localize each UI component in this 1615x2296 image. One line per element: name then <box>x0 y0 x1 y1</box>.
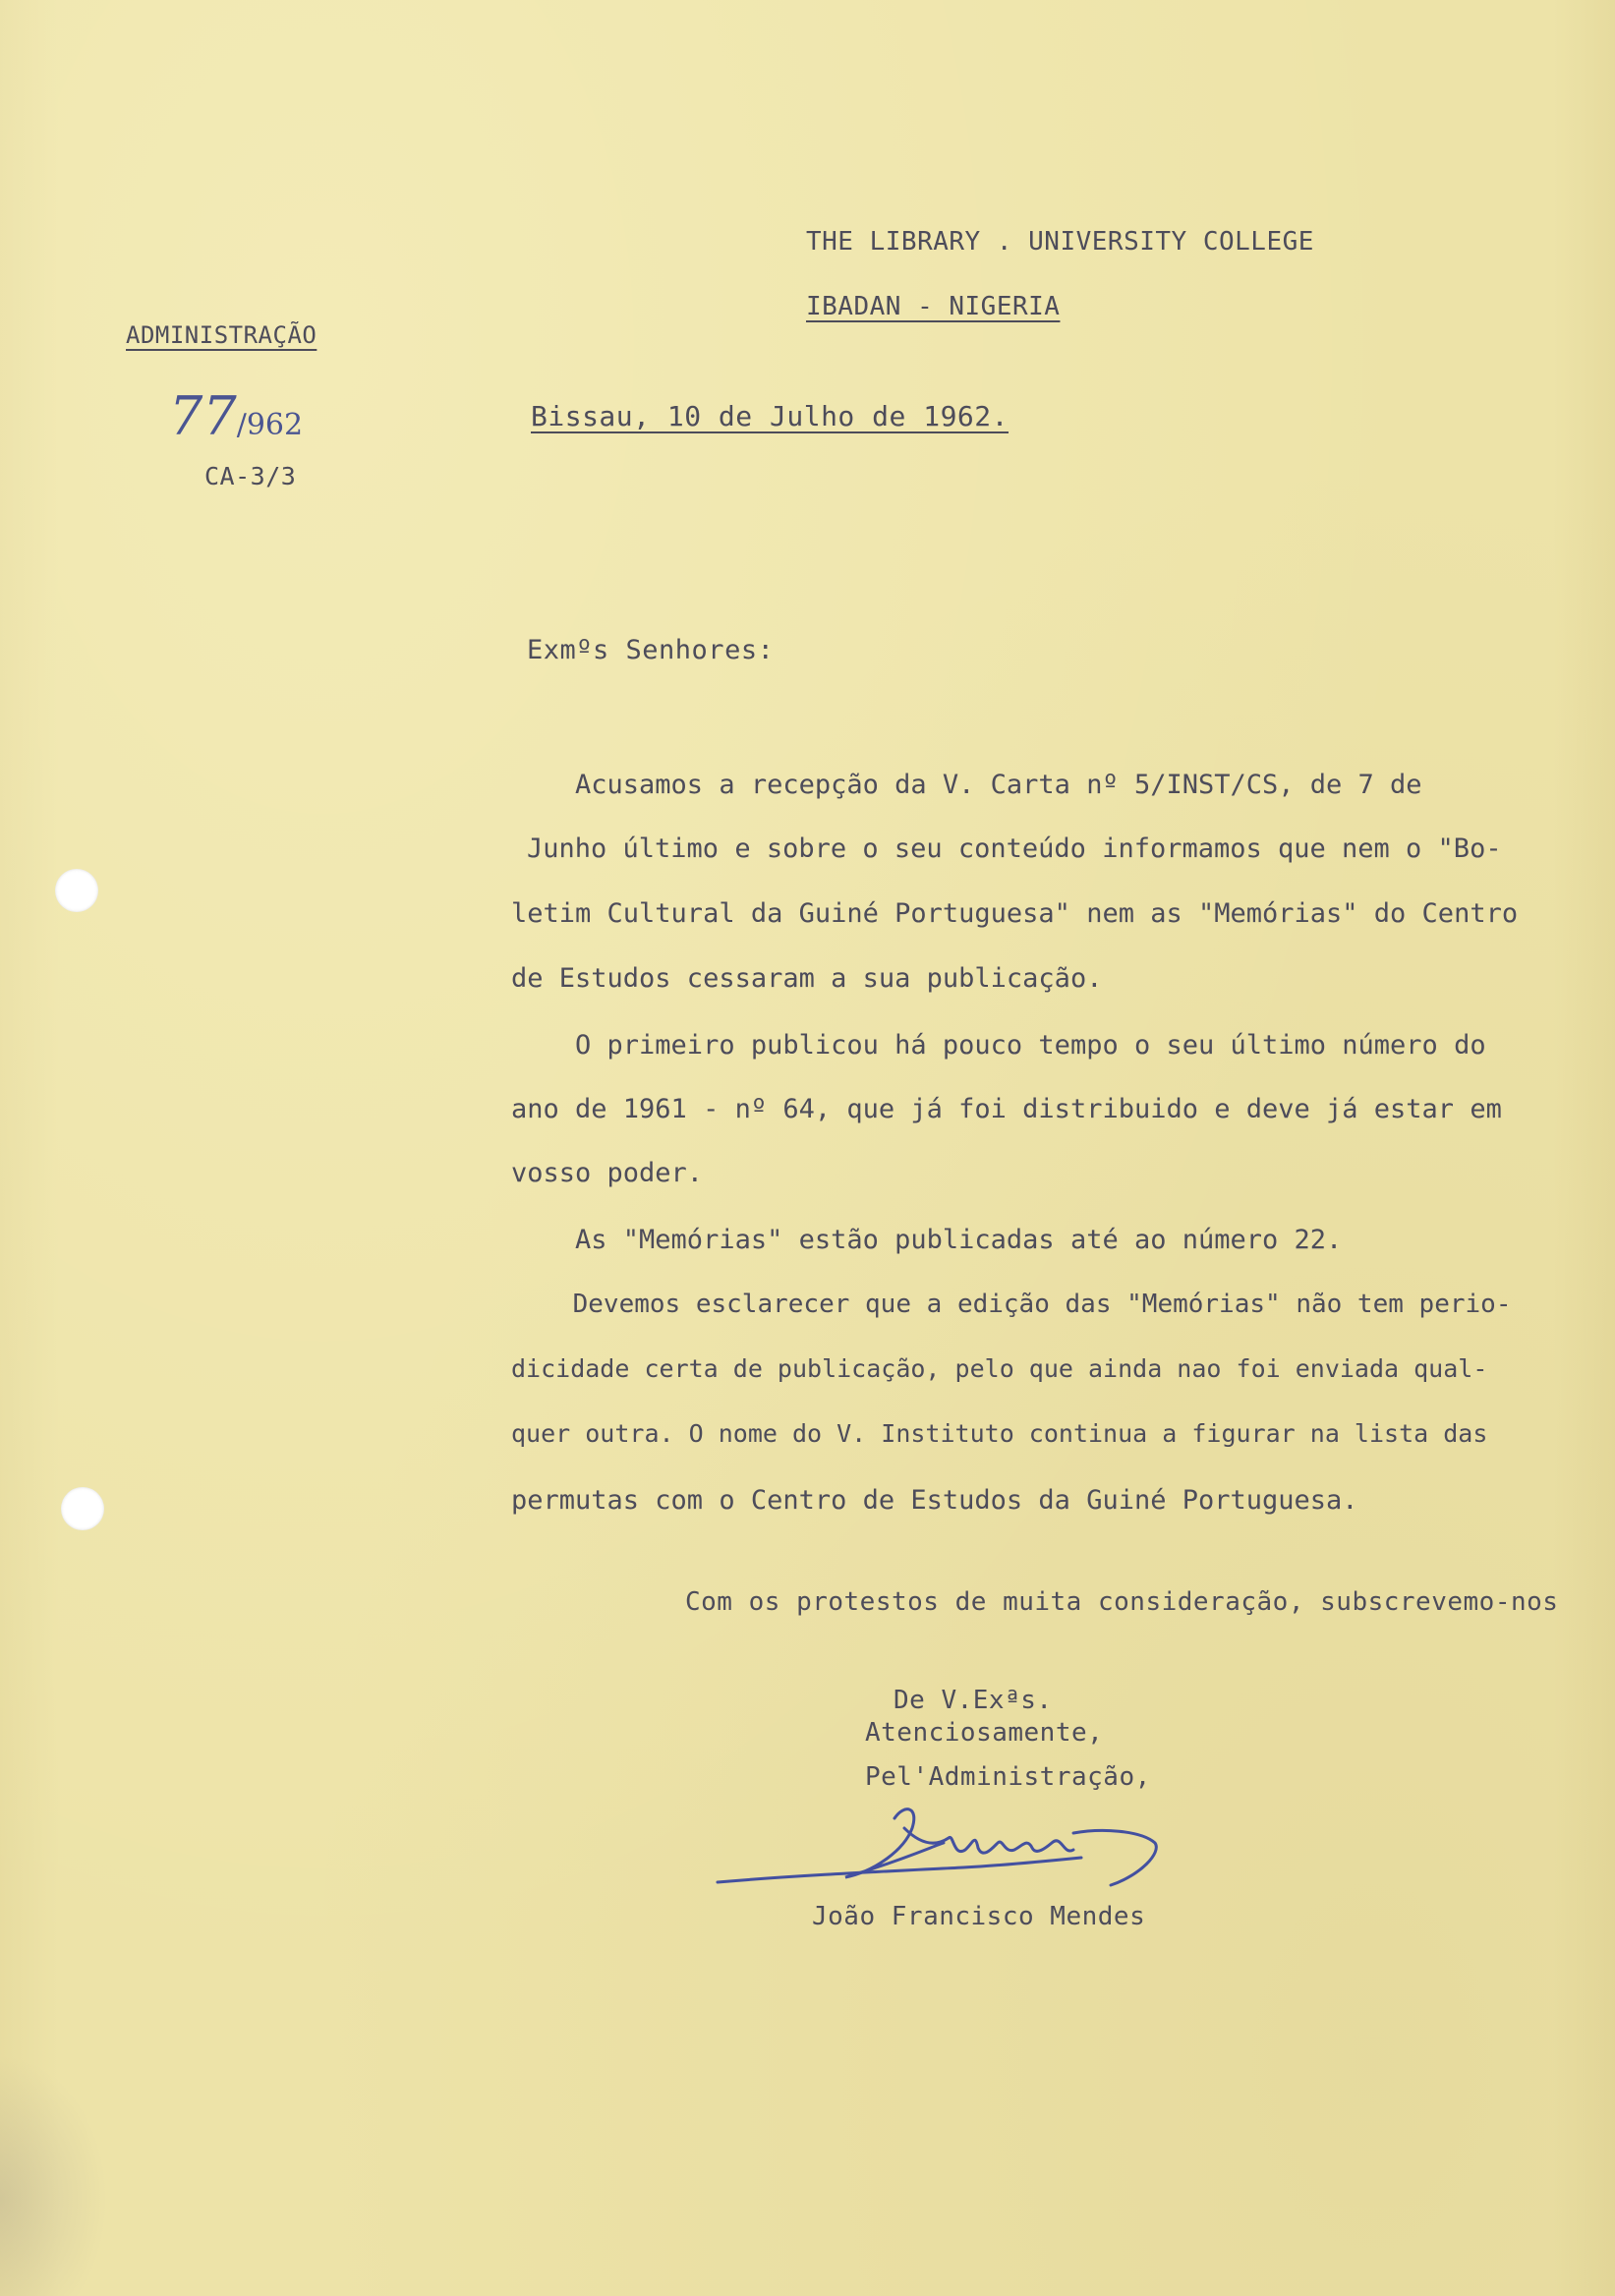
punch-hole-bottom <box>61 1487 104 1530</box>
signoff-line-3: Pel'Administração, <box>865 1762 1151 1792</box>
body-line: de Estudos cessaram a sua publicação. <box>511 963 1103 994</box>
body-line: As "Memórias" estão publicadas até ao número 22. <box>511 1225 1343 1255</box>
body-line: vosso poder. <box>511 1158 704 1188</box>
signatory-name: João Francisco Mendes <box>812 1902 1146 1931</box>
closing-line: Com os protestos de muita consideração, subscrevemo-nos <box>685 1587 1559 1617</box>
body-line: dicidade certa de publicação, pelo que ainda nao foi enviada qual- <box>511 1354 1488 1383</box>
body-line: Devemos esclarecer que a edição das "Memórias" não tem perio- <box>511 1290 1512 1319</box>
body-line: Junho último e sobre o seu conteúdo informamos que nem o "Bo- <box>527 833 1502 864</box>
signoff-line-1: De V.Exªs. <box>894 1686 1053 1715</box>
signoff-line-2: Atenciosamente, <box>865 1718 1104 1748</box>
recipient-line-2: IBADAN - NIGERIA <box>806 292 1061 321</box>
date-line: Bissau, 10 de Julho de 1962. <box>531 400 1009 432</box>
body-line: ano de 1961 - nº 64, que já foi distribuido e deve já estar em <box>511 1094 1502 1124</box>
department-label: ADMINISTRAÇÃO <box>126 321 317 349</box>
reference-number-handwritten: 77 <box>169 385 237 447</box>
punch-hole-top <box>55 869 98 912</box>
reference-number-year: /962 <box>236 408 304 442</box>
body-line: O primeiro publicou há pouco tempo o seu último número do <box>511 1030 1486 1061</box>
body-line: permutas com o Centro de Estudos da Guiné Portuguesa. <box>511 1485 1358 1516</box>
paper-smudge <box>0 2054 108 2296</box>
reference-code: CA-3/3 <box>204 462 297 490</box>
body-line: Acusamos a recepção da V. Carta nº 5/INST/CS, de 7 de <box>511 770 1422 800</box>
recipient-line-1: THE LIBRARY . UNIVERSITY COLLEGE <box>806 227 1314 257</box>
reference-number <box>169 385 303 447</box>
body-line: letim Cultural da Guiné Portuguesa" nem as "Memórias" do Centro <box>511 898 1519 929</box>
salutation: Exmºs Senhores: <box>527 635 775 665</box>
body-line: quer outra. O nome do V. Instituto continua a figurar na lista das <box>511 1419 1488 1448</box>
handwritten-signature <box>708 1789 1170 1897</box>
